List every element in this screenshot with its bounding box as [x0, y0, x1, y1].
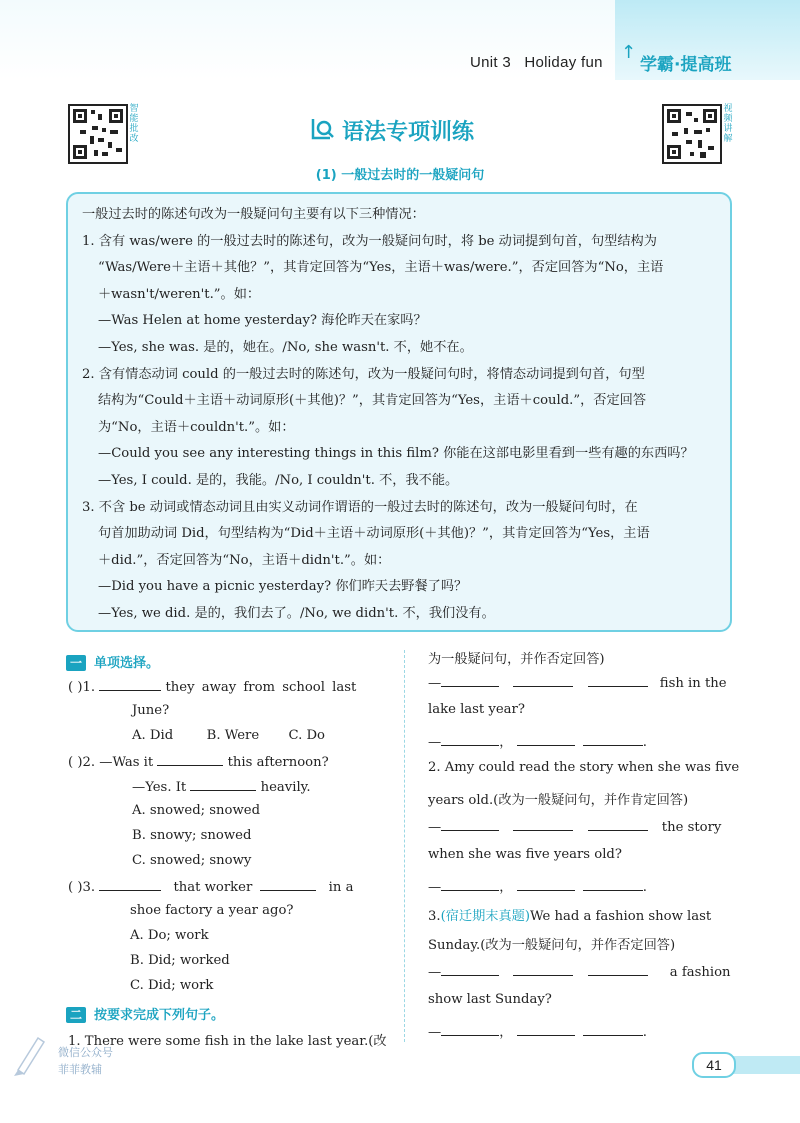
answer-blank[interactable]: [583, 878, 643, 891]
qr-right-caption: 视频讲解: [723, 104, 733, 144]
answer-blank[interactable]: [517, 733, 575, 746]
answer-blank[interactable]: [583, 733, 643, 746]
answer-blank[interactable]: [190, 778, 256, 791]
qr-left-caption: 智能批改: [129, 104, 139, 144]
part2-number: 二: [66, 1007, 86, 1023]
watermark-line1: 微信公众号: [58, 1046, 113, 1059]
grammar-example: —Yes, she was. 是的，她在。/No, she wasn't. 不，她不在。: [98, 339, 473, 355]
q3-option-a: A. Do; work: [130, 928, 209, 943]
q2-option-b: B. snowy; snowed: [132, 828, 252, 843]
part1-heading: [66, 652, 159, 671]
q2-reply: —Yes. It: [132, 780, 187, 795]
answer-blank[interactable]: [588, 818, 648, 831]
grammar-box-content: [82, 202, 718, 628]
q3-option-b: B. Did; worked: [130, 953, 230, 968]
grammar-example: —Did you have a picnic yesterday? 你们昨天去野餐了吗？: [98, 579, 468, 595]
answer-blank[interactable]: [513, 963, 573, 976]
dash: —: [428, 820, 442, 835]
grammar-line: “Was/Were＋主语＋其他？”，其肯定回答为“Yes，主语＋was/were.”，否定回答为“No，主语: [98, 260, 664, 276]
q2-prefix: ( )2. —Was it: [68, 755, 154, 770]
answer-blank[interactable]: [99, 678, 161, 691]
answer-blank[interactable]: [441, 733, 499, 746]
dash: —: [428, 880, 442, 895]
p2-q2-line2: years old.(改为一般疑问句，并作肯定回答): [428, 793, 689, 808]
dash: —: [428, 1025, 442, 1040]
p2-q3-after: a fashion: [669, 965, 731, 980]
qr-pattern-icon: [664, 106, 720, 162]
grammar-example: —Was Helen at home yesterday? 海伦昨天在家吗？: [98, 313, 427, 329]
p2-q3-line2: Sunday.(改为一般疑问句，并作否定回答): [428, 938, 676, 953]
q1-options: A. Did B. Were C. Do: [132, 728, 326, 743]
answer-blank[interactable]: [441, 878, 499, 891]
grammar-line: ＋wasn't/weren't.”。如：: [98, 286, 261, 302]
grammar-line: 1. 含有 was/were 的一般过去时的陈述句，改为一般疑问句时，将 be 动词提到句首，句型结构为: [82, 233, 657, 249]
grammar-box: [66, 192, 732, 632]
answer-blank[interactable]: [517, 1023, 575, 1036]
p2-q1-answer-row2: [428, 731, 647, 750]
answer-blank[interactable]: [588, 674, 648, 687]
arrow-up-icon: ↑: [621, 42, 637, 63]
q2-option-a: A. snowed; snowed: [132, 803, 261, 818]
p2-q1-after: fish in the: [659, 676, 727, 691]
grammar-example: —Yes, we did. 是的，我们去了。/No, we didn't. 不，我们没有。: [98, 605, 495, 621]
q3-line2: shoe factory a year ago?: [130, 903, 294, 918]
brand-label: 学霸·提高班: [640, 55, 732, 75]
dash: —: [428, 676, 442, 691]
qr-pattern-icon: [70, 106, 126, 162]
grammar-example: —Could you see any interesting things in this film? 你能在这部电影里看到一些有趣的东西吗？: [98, 446, 694, 462]
q3-option-c: C. Did; work: [130, 978, 214, 993]
q3-mid: that worker: [173, 880, 253, 895]
grammar-line: 一般过去时的陈述句改为一般疑问句主要有以下三种情况：: [82, 207, 425, 222]
qr-code-left[interactable]: [68, 104, 128, 164]
part2-heading: [66, 1004, 224, 1023]
p2-q1-answer-row1: [428, 674, 727, 691]
section-title: 语法专项训练: [342, 120, 475, 145]
answer-blank[interactable]: [583, 1023, 643, 1036]
qr-code-right[interactable]: [662, 104, 722, 164]
answer-blank[interactable]: [513, 818, 573, 831]
grammar-line: ＋did.”，否定回答为“No，主语＋didn't.”。如：: [98, 552, 391, 568]
part1-title: 单项选择。: [94, 656, 160, 671]
part2-title: 按要求完成下列句子。: [94, 1008, 225, 1023]
watermark-pen-icon: [10, 1030, 50, 1080]
p2-q3-answer-row1: [428, 963, 731, 980]
p2-q3-line1: [428, 905, 711, 924]
magnifier-book-icon: [310, 116, 336, 142]
period: .: [642, 735, 647, 750]
answer-blank[interactable]: [441, 963, 499, 976]
comma: ，: [499, 735, 513, 750]
q3-after: in a: [328, 880, 354, 895]
watermark-line2: 菲菲教辅: [58, 1063, 102, 1076]
p2-q1-answer-line2: lake last year?: [428, 702, 525, 717]
answer-blank[interactable]: [513, 674, 573, 687]
answer-blank[interactable]: [441, 1023, 499, 1036]
p2-q1-line1: 1. There were some fish in the lake last year.(改: [68, 1034, 387, 1049]
part1-number: 一: [66, 655, 86, 671]
subtitle: (1) 一般过去时的一般疑问句: [315, 168, 485, 183]
p2-q2-answer-row1: [428, 818, 721, 835]
p2-q3-text: We had a fashion show last: [530, 909, 712, 924]
grammar-line: 句首加助动词 Did，句型结构为“Did＋主语＋动词原形(＋其他)？”，其肯定回答为“Yes，主语: [98, 526, 650, 542]
answer-blank[interactable]: [517, 878, 575, 891]
q2-reply-end: heavily.: [260, 780, 311, 795]
q2-line2: [132, 778, 311, 795]
comma: ，: [499, 880, 513, 895]
answer-blank[interactable]: [99, 878, 161, 891]
p2-q2-line1: 2. Amy could read the story when she was five: [428, 760, 740, 775]
grammar-line: 结构为“Could＋主语＋动词原形(＋其他)？”，其肯定回答为“Yes，主语＋could.”，否定回答: [98, 393, 647, 409]
grammar-line: 为“No，主语＋couldn't.”。如：: [98, 419, 295, 435]
dash: —: [428, 965, 442, 980]
unit-label: Unit 3 Holiday fun: [470, 54, 603, 71]
grammar-line: 3. 不含 be 动词或情态动词且由实义动词作谓语的一般过去时的陈述句，改为一般疑问句时，在: [82, 499, 638, 515]
question-3: [68, 878, 353, 895]
column-divider: [404, 650, 405, 1042]
watermark: [58, 1044, 113, 1078]
question-1: [68, 678, 356, 695]
p2-q3-answer-row2: [428, 1021, 647, 1040]
q1-text: they away from school last: [165, 680, 357, 695]
q2-option-c: C. snowed; snowy: [132, 853, 252, 868]
p2-q3-number: 3.: [428, 909, 441, 924]
period: .: [642, 1025, 647, 1040]
p2-q3-answer-line2: show last Sunday?: [428, 992, 552, 1007]
q1-prefix: ( )1.: [68, 680, 96, 695]
answer-blank[interactable]: [260, 878, 316, 891]
answer-blank[interactable]: [441, 818, 499, 831]
page-number: 41: [692, 1052, 736, 1078]
dash: —: [428, 735, 442, 750]
answer-blank[interactable]: [588, 963, 648, 976]
p2-q1-line2: 为一般疑问句，并作否定回答): [428, 652, 605, 667]
question-2: [68, 753, 329, 770]
q2-text: this afternoon?: [227, 755, 329, 770]
grammar-line: 2. 含有情态动词 could 的一般过去时的陈述句，改为一般疑问句时，将情态动词提到句首，句型: [82, 366, 645, 382]
comma: ，: [499, 1025, 513, 1040]
q1-line2: June?: [132, 703, 170, 718]
period: .: [642, 880, 647, 895]
source-tag: (宿迁期末真题): [440, 909, 531, 924]
answer-blank[interactable]: [441, 674, 499, 687]
p2-q2-after: the story: [661, 820, 722, 835]
grammar-example: —Yes, I could. 是的，我能。/No, I couldn't. 不，我不能。: [98, 472, 459, 488]
p2-q2-answer-line2: when she was five years old?: [428, 847, 622, 862]
p2-q2-answer-row2: [428, 876, 647, 895]
q3-prefix: ( )3.: [68, 880, 96, 895]
answer-blank[interactable]: [157, 753, 223, 766]
